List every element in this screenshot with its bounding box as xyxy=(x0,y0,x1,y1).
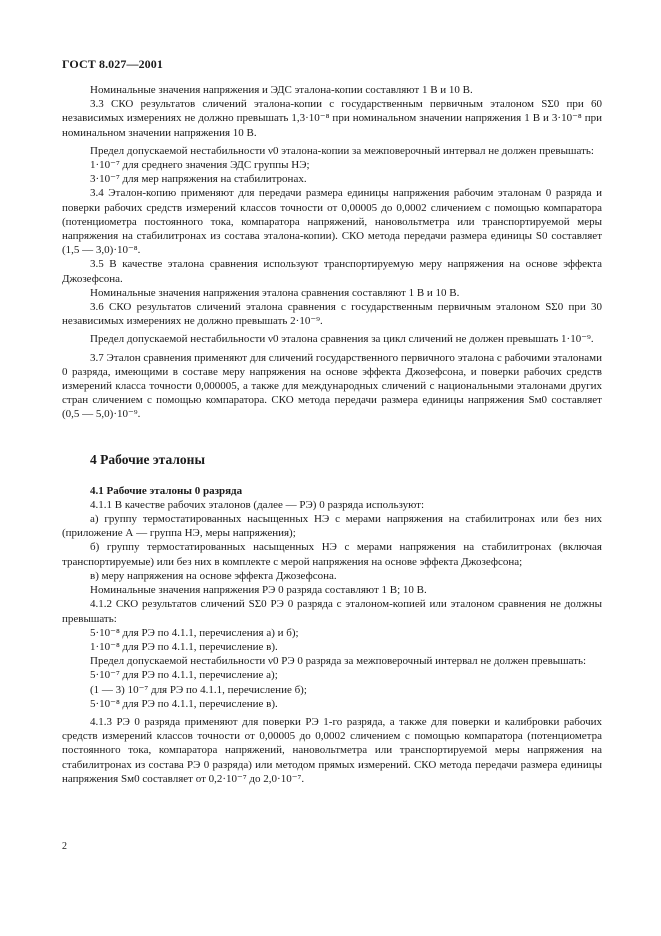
paragraph: Предел допускаемой нестабильности ν0 эталона сравнения за цикл сличений не должен превышать 1·10⁻⁹. xyxy=(90,333,594,346)
subsection-title: 4.1 Рабочие эталоны 0 разряда xyxy=(90,484,243,497)
paragraph: 3.3 СКО результатов сличений эталона-копии с государственным первичным эталоном SΣ0 при 60 независимых измерениях не должно превышать 1,3·10⁻⁸ при номинальном значении напряжения 1 В и 3·10⁻⁸ при номинальном значении напряжения 10 В. xyxy=(62,98,602,139)
paragraph: (1 — 3) 10⁻⁷ для РЭ по 4.1.1, перечисление б); xyxy=(90,683,307,696)
section-title: 4 Рабочие эталоны xyxy=(90,451,205,467)
paragraph: 4.1.2 СКО результатов сличений SΣ0 РЭ 0 разряда с эталоном-копией или эталоном сравнения не должны превышать: xyxy=(62,598,602,625)
paragraph: 5·10⁻⁸ для РЭ по 4.1.1, перечисление в). xyxy=(90,697,278,710)
paragraph: 4.1.3 РЭ 0 разряда применяют для поверки РЭ 1-го разряда, а также для поверки и калибровки рабочих средств измерений классов точности от 0,00005 до 0,0002 сличением с помощью компаратора (потенциометра постоянного тока, компаратора напряжений, нановольтметра или транспортируемой меры напряжения на стабилитронах из состава РЭ 0 разряда) или методом прямых измерений. СКО метода передачи размера единицы напряжения Sм0 составляет от 0,2·10⁻⁷ до 2,0·10⁻⁷. xyxy=(62,715,602,785)
page-number: 2 xyxy=(62,841,67,852)
paragraph: 3.6 СКО результатов сличений эталона сравнения с государственным первичным эталоном SΣ0 при 30 независимых измерениях не должно превышать 2·10⁻⁹. xyxy=(62,301,602,328)
paragraph: Номинальные значения напряжения и ЭДС эталона-копии составляют 1 В и 10 В. xyxy=(90,84,473,96)
paragraph: 1·10⁻⁷ для среднего значения ЭДС группы НЭ; xyxy=(90,159,310,172)
section-3-continued xyxy=(62,83,602,422)
paragraph: 5·10⁻⁷ для РЭ по 4.1.1, перечисление а); xyxy=(90,669,278,682)
document-body xyxy=(62,83,602,786)
paragraph: 1·10⁻⁸ для РЭ по 4.1.1, перечисление в). xyxy=(90,640,278,653)
paragraph: Номинальные значения напряжения эталона сравнения составляют 1 В и 10 В. xyxy=(90,286,460,299)
paragraph: Номинальные значения напряжения РЭ 0 разряда составляют 1 В; 10 В. xyxy=(90,584,427,597)
paragraph: 3.7 Эталон сравнения применяют для сличений государственного первичного эталона с рабочими эталонами 0 разряда, имеющими в составе меру напряжения на основе эффекта Джозефсона, и поверки рабочих средств измерений класса точности 0,000005, а также для международных сличений с национальными эталонами других стран сличением с помощью компаратора. СКО метода передачи размера единицы напряжения Sм0 составляет (0,5 — 5,0)·10⁻⁹. xyxy=(62,351,602,421)
paragraph: а) группу термостатированных насыщенных НЭ с мерами напряжения на стабилитронах или без них (приложение А — группа НЭ, меры напряжения); xyxy=(62,513,602,540)
paragraph: 3.4 Эталон-копию применяют для передачи размера единицы напряжения рабочим эталонам 0 разряда и поверки рабочих средств измерений классов точности от 0,00005 до 0,0002 сличением с помощью компаратора (потенциометра постоянного тока, компаратора напряжений, нановольтметра или транспортируемой меры напряжения на стабилитронах из состава эталона-копии). СКО метода передачи размера единицы S0 составляет (1,5 — 3,0)·10⁻⁸. xyxy=(62,187,602,257)
paragraph: 5·10⁻⁸ для РЭ по 4.1.1, перечисления а) и б); xyxy=(90,626,299,639)
paragraph: Предел допускаемой нестабильности ν0 эталона-копии за межповерочный интервал не должен превышать: xyxy=(90,144,594,157)
document-header: ГОСТ 8.027—2001 xyxy=(62,57,163,71)
paragraph: б) группу термостатированных насыщенных НЭ с мерами напряжения на стабилитронах (включая транспортируемые) или без них в комплекте с мерой напряжения на основе эффекта Джозефсона; xyxy=(62,541,602,568)
section-4-1-content xyxy=(62,498,602,786)
paragraph: Предел допускаемой нестабильности ν0 РЭ 0 разряда за межповерочный интервал не должен превышать: xyxy=(90,655,587,668)
paragraph: 3.5 В качестве эталона сравнения используют транспортируемую меру напряжения на основе эффекта Джозефсона. xyxy=(62,258,602,285)
paragraph: 4.1.1 В качестве рабочих эталонов (далее — РЭ) 0 разряда используют: xyxy=(90,498,425,511)
paragraph: 3·10⁻⁷ для мер напряжения на стабилитронах. xyxy=(90,173,307,186)
paragraph: в) меру напряжения на основе эффекта Джозефсона. xyxy=(90,569,337,582)
